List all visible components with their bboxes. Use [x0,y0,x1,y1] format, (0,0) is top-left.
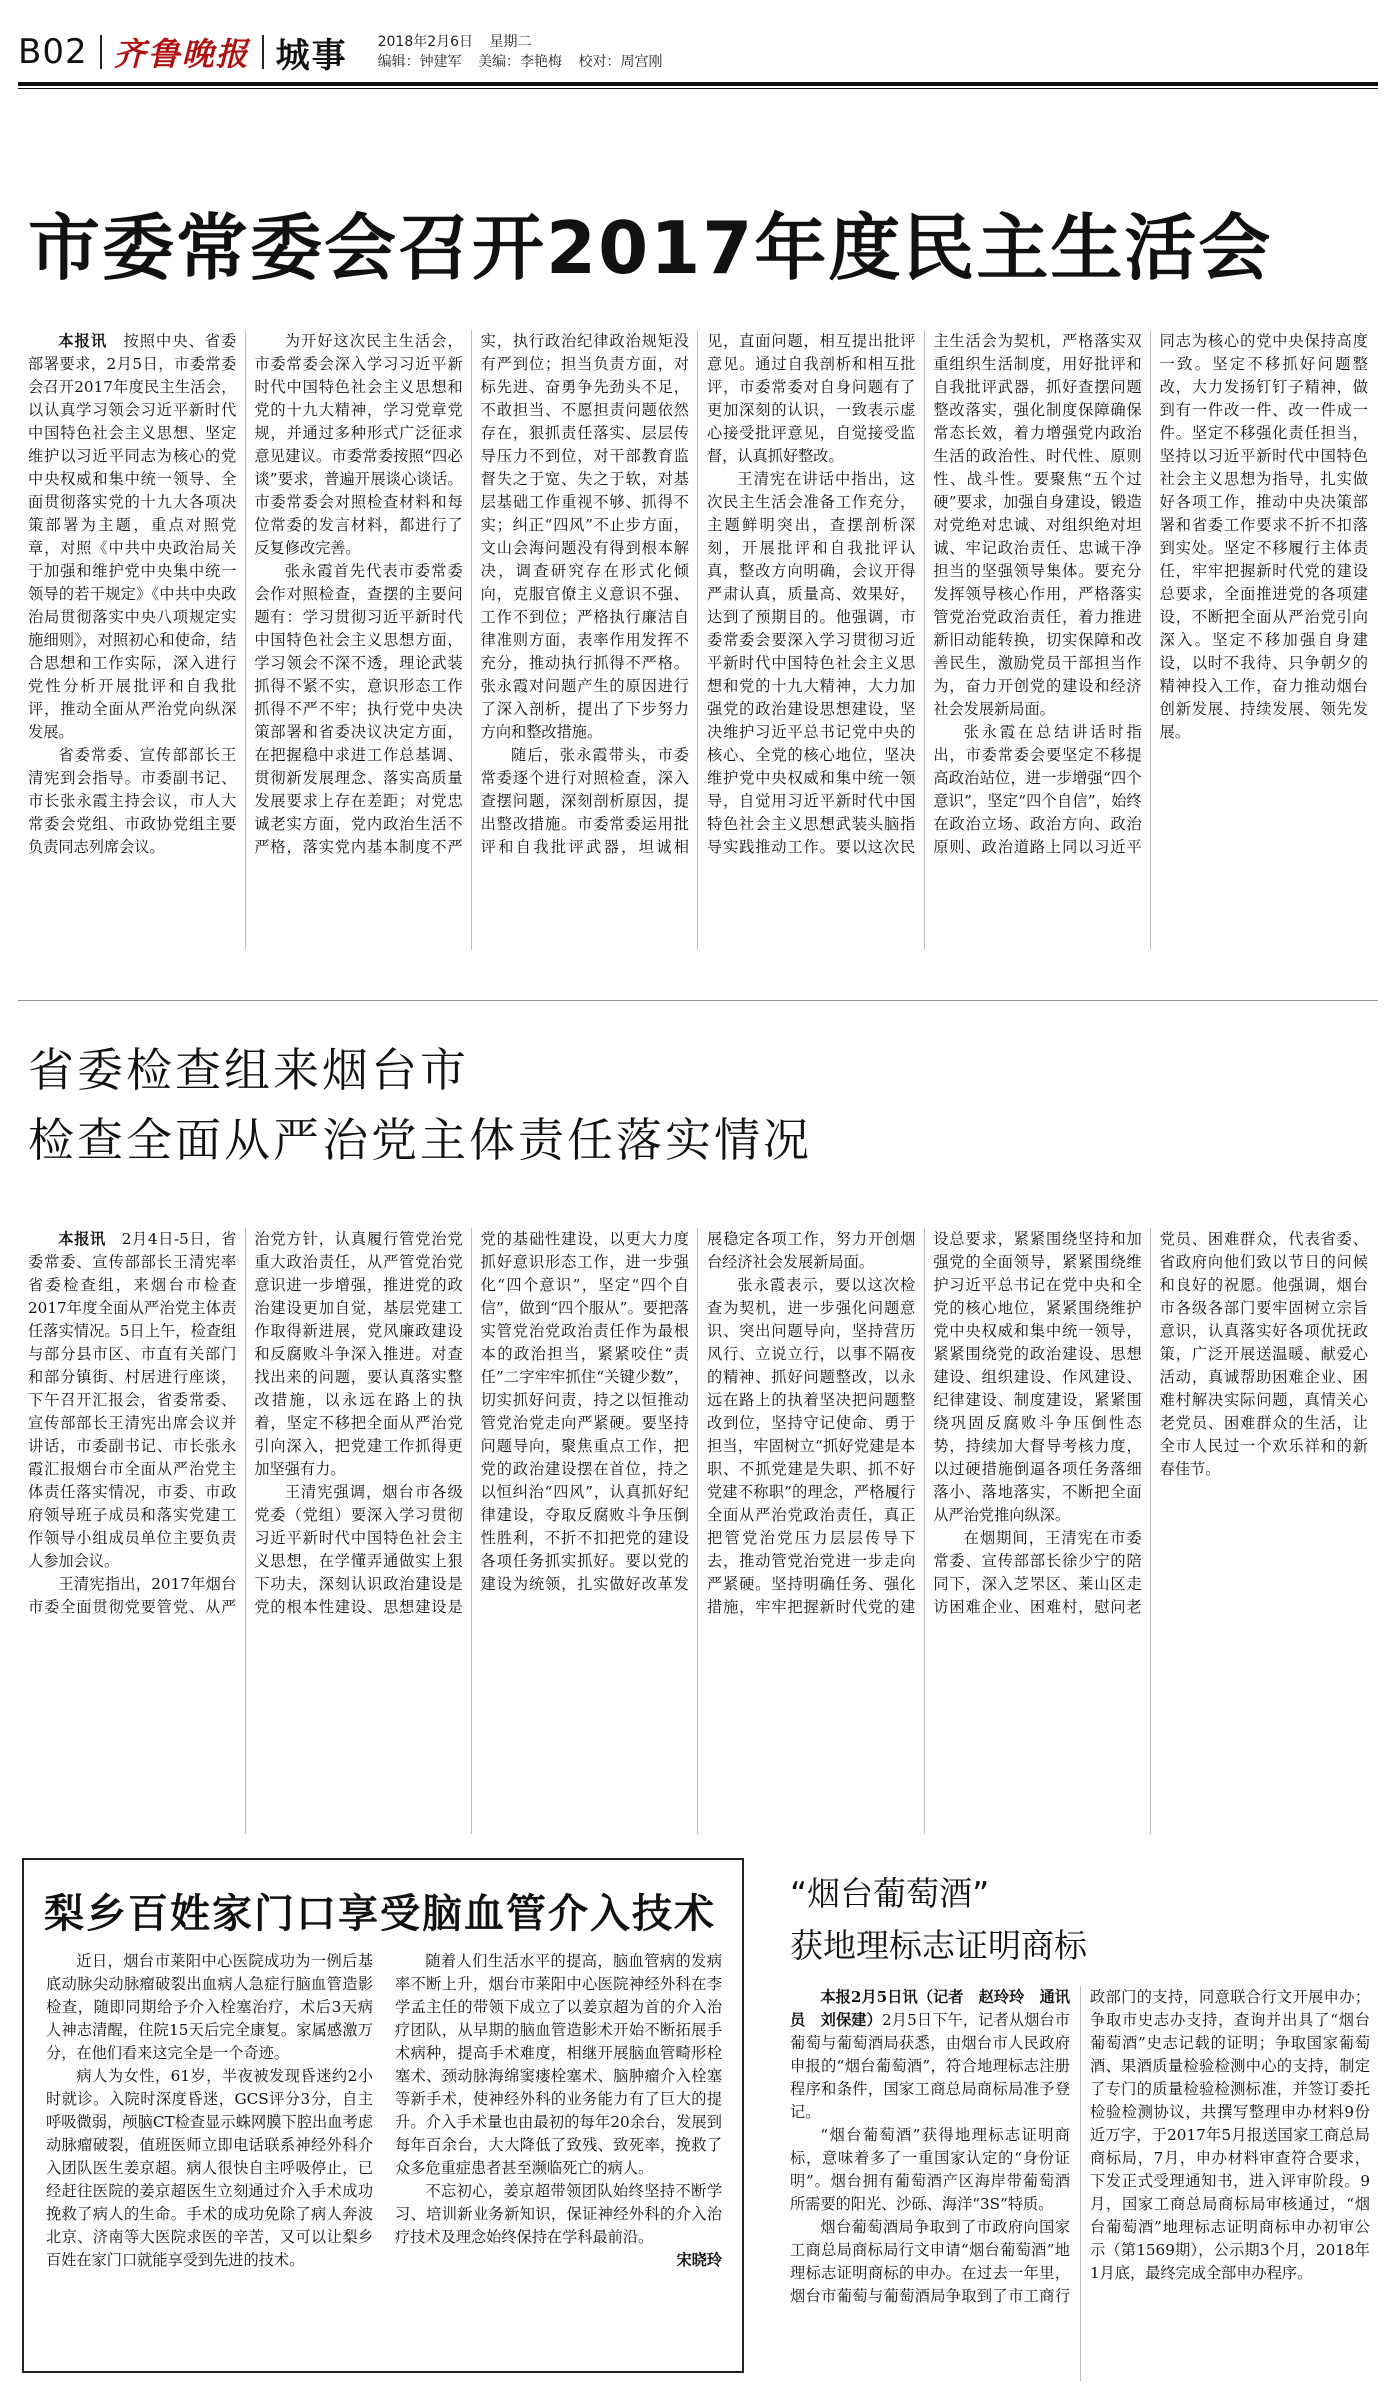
article3-box [22,1858,744,2373]
article4-headline-line2: 获地理标志证明商标 [790,1926,1087,1965]
header-divider [100,35,102,69]
article4-lead: 本报2月5日讯（记者 赵玲玲 通讯员 刘保建） [790,1988,1070,2029]
article1-paragraph: 省委常委、宣传部部长王清宪到会指导。市委副书记、市长张永霞主持会议，市人大常委会党组、市政协党组主要负责同志列席会议。 [28,746,237,856]
article2-paragraph: 本报讯 2月4日-5日，省委常委、宣传部部长王清宪率省委检查组，来烟台市检查2017年度全面从严治党主体责任落实情况。5日上午，检查组与部分县市区、市直有关部门和部分镇街、村居进行座谈，下午召开汇报会，省委常委、宣传部部长王清宪出席会议并讲话，市委副书记、市长张永霞汇报烟台市全面从严治党主体责任落实情况，市委、市政府领导班子成员和落实党建工作领导小组成员单位主要负责人参加会议。 [28,1230,237,1570]
article1-paragraph: 随后，张永霞带头，市委常委逐个进行对照检查，深入查摆问题，深刻剖析原因，提出整改措施。市委常委运用批评和自我批评武器，坦诚相见，直面问题，相互提出批评意见。通过自我剖析和相互批评，市委常委对自身问题有了更加深刻的认识，一致表示虚心接受批评意见，自觉接受监督，认真抓好整改。 [480,332,916,856]
article2-headline-line2: 检查全面从严治党主体责任落实情况 [28,1113,812,1167]
article1-paragraph: 张永霞在总结讲话时指出，市委常委会要坚定不移提高政治站位，进一步增强“四个意识”，坚定“四个自信”，始终在政治立场、政治方向、政治原则、政治道路上同以习近平同志为核心的党中央保持高度一致。坚定不移抓好问题整改，大力发扬钉钉子精神，做到有一件改一件、改一件成一件。坚定不移强化责任担当，坚持以习近平新时代中国特色社会主义思想为指导，扎实做好各项工作，推动中央决策部署和省委工作要求不折不扣落到实处。坚定不移履行主体责任，牢牢把握新时代党的建设总要求，全面推进党的各项建设，不断把全面从严治党引向深入。坚定不移加强自身建设，以时不我待、只争朝夕的精神投入工作，奋力推动烟台创新发展、持续发展、领先发展。 [933,332,1368,856]
article2-headline [28,1035,812,1175]
header-rule [18,82,1378,86]
article3-paragraph: 不忘初心，姜京超带领团队始终坚持不断学习、培训新业务新知识，保证神经外科的介入治疗技术及理念始终保持在学科最前沿。 [395,2182,722,2246]
header-rule-thin [18,88,1378,89]
article1-paragraph: 王清宪在讲话中指出，这次民主生活会准备工作充分，主题鲜明突出，查摆剖析深刻，开展批评和自我批评认真，整改方向明确，会议开得严肃认真，质量高、效果好，达到了预期目的。他强调，市委常委会要深入学习贯彻习近平新时代中国特色社会主义思想和党的十九大精神，大力加强党的政治建设思想建设，坚决维护习近平总书记党中央的核心、全党的核心地位，坚决维护党中央权威和集中统一领导，自觉用习近平新时代中国特色社会主义思想武装头脑指导实践推动工作。要以这次民主生活会为契机，严格落实双重组织生活制度，用好批评和自我批评武器，抓好查摆问题整改落实，强化制度保障确保常态长效，着力增强党内政治生活的政治性、时代性、原则性、战斗性。要聚焦“五个过硬”要求，加强自身建设，锻造对党绝对忠诚、对组织绝对坦诚、牢记政治责任、忠诚干净担当的坚强领导集体。要充分发挥领导核心作用，严格落实管党治党政治责任，着力推进新旧动能转换，切实保障和改善民生，激励党员干部担当作为，奋力开创党的建设和经济社会发展新局面。 [706,332,1142,856]
article2-headline-line1: 省委检查组来烟台市 [28,1043,469,1097]
article2-paragraph: 王清宪强调，烟台市各级党委（党组）要深入学习贯彻习近平新时代中国特色社会主义思想，在学懂弄通做实上狠下功夫，深刻认识政治建设是党的根本性建设、思想建设是党的基础性建设，以更大力度抓好意识形态工作，进一步强化“四个意识”，坚定“四个自信”，做到“四个服从”。要把落实管党治党政治责任作为最根本的政治担当，紧紧咬住“责任”二字牢牢抓住“关键少数”，切实抓好问责，持之以恒推动管党治党走向严紧硬。要坚持问题导向，聚焦重点工作，把党的政治建设摆在首位，持之以恒纠治“四风”，认真抓好纪律建设，夺取反腐败斗争压倒性胜利，不折不扣把党的建设各项任务抓实抓好。要以党的建设为统领，扎实做好改革发展稳定各项工作，努力开创烟台经济社会发展新局面。 [254,1230,916,1616]
article4-paragraph: “烟台葡萄酒”获得地理标志证明商标，意味着多了一重国家认定的“身份证明”。烟台拥有葡萄酒产区海岸带葡萄酒所需要的阳光、沙砾、海洋“3S”特质。 [790,2126,1070,2213]
editor-credit: 编辑：钟建军 [377,54,462,70]
article3-byline: 宋晓玲 [676,2251,722,2269]
section-name: 城事 [275,35,348,76]
article1-paragraph: 为开好这次民主生活会，市委常委会深入学习习近平新时代中国特色社会主义思想和党的十九大精神，学习党章党规，并通过多种形式广泛征求意见建议。市委常委按照“四必谈”要求，普遍开展谈心谈话。市委常委会对照检查材料和每位常委的发言材料，都进行了反复修改完善。 [254,332,463,557]
article2-paragraph: 在烟期间，王清宪在市委常委、宣传部部长徐少宁的陪同下，深入芝罘区、莱山区走访困难企业、困难村，慰问老党员、困难群众，代表省委、省政府向他们致以节日的问候和良好的祝愿。他强调，烟台市各级各部门要牢固树立宗旨意识，认真落实好各项优抚政策，广泛开展送温暖、献爱心活动，真诚帮助困难企业、困难村解决实际问题，真情关心老党员、困难群众的生活，让全市人民过一个欢乐祥和的新春佳节。 [933,1230,1368,1616]
article1-paragraph: 张永霞首先代表市委常委会作对照检查，查摆的主要问题有：学习贯彻习近平新时代中国特色社会主义思想方面，学习领会不深不透，理论武装抓得不紧不实，意识形态工作抓得不严不牢；执行党中央决策部署和省委决议决定方面，在把握稳中求进工作总基调、贯彻新发展理念、落实高质量发展要求上存在差距；对党忠诚老实方面，党内政治生活不严格，落实党内基本制度不严实，执行政治纪律政治规矩没有严到位；担当负责方面，对标先进、奋勇争先劲头不足，不敢担当、不愿担责问题依然存在，狠抓责任落实、层层传导压力不到位，对干部教育监督失之于宽、失之于软，对基层基础工作重视不够、抓得不实；纠正“四风”不止步方面，文山会海问题没有得到根本解决，调查研究存在形式化倾向，克服官僚主义意识不强、工作不到位；严格执行廉洁自律准则方面，表率作用发挥不充分，推动执行抓得不严格。张永霞对问题产生的原因进行了深入剖析，提出了下步努力方向和整改措施。 [254,332,689,856]
article3-headline: 梨乡百姓家门口享受脑血管介入技术 [44,1891,716,1937]
newspaper-logo: 齐鲁晚报 [113,35,250,73]
page-number: B02 [18,32,88,72]
article3-body [46,1950,722,2350]
article3-paragraph: 近日，烟台市莱阳中心医院成功为一例后基底动脉尖动脉瘤破裂出血病人急症行脑血管造影检查，随即同期给予介入栓塞治疗，术后3天病人神志清醒，住院15天后完全康复。家属感激万分，在他们看来这完全是一个奇迹。 [46,1952,373,2062]
article4-paragraph: 烟台葡萄酒局争取到了市政府向国家工商总局商标局行文申请“烟台葡萄酒”地理标志证明商标的申办。在过去一年里，烟台市葡萄与葡萄酒局争取到了市工商行政部门的支持，同意联合行文开展申办；争取市史志办支持，查询并出具了“烟台葡萄酒”史志记载的证明；争取国家葡萄酒、果酒质量检验检测中心的支持，制定了专门的质量检验检测标准，并签订委托检验检测协议，共撰写整理申办材料9份近万字，于2017年5月报送国家工商总局商标局，7月，申办材料审查符合要求，下发正式受理通知书，进入评审阶段。9月，国家工商总局商标局审核通过，“烟台葡萄酒”地理标志证明商标申办初审公示（第1569期），公示期3个月，2018年1月底，最终完成全部申办程序。 [790,1988,1370,2305]
art-credit: 美编：李艳梅 [478,54,563,70]
article1-paragraph: 本报讯 按照中央、省委部署要求，2月5日，市委常委会召开2017年度民主生活会，以认真学习领会习近平新时代中国特色社会主义思想、坚定维护以习近平同志为核心的党中央权威和集中统一领导、全面贯彻落实党的十九大各项决策部署为主题，重点对照党章，对照《中共中央政治局关于加强和维护党中央集中统一领导的若干规定》《中共中央政治局贯彻落实中央八项规定实施细则》，对照初心和使命，结合思想和工作实际，深入进行党性分析开展批评和自我批评，推动全面从严治党向纵深发展。 [28,332,237,741]
article2-paragraph: 王清宪指出，2017年烟台市委全面贯彻党要管党、从严治党方针，认真履行管党治党重大政治责任，从严管党治党意识进一步增强，推进党的政治建设更加自觉，基层党建工作取得新进展，党风廉政建设和反腐败斗争深入推进。对查找出来的问题，要认真落实整改措施，以永远在路上的执着，坚定不移把全面从严治党引向深入，把党建工作抓得更加坚强有力。 [28,1230,463,1616]
article2-body [28,1228,1368,1834]
article2-lead: 本报讯 [58,1230,106,1248]
article3-paragraph: 随着人们生活水平的提高，脑血管病的发病率不断上升，烟台市莱阳中心医院神经外科在李学孟主任的带领下成立了以姜京超为首的介入治疗团队，从早期的脑血管造影术开始不断拓展手术病种，提高手术难度，相继开展脑血管畸形栓塞术、颈动脉海绵窦瘘栓塞术、脑肿瘤介入栓塞等新手术，使神经外科的业务能力有了巨大的提升。介入手术量也由最初的每年20余台，发展到每年百余台，大大降低了致残、致死率，挽救了众多危重症患者甚至濒临死亡的病人。 [395,1952,722,2177]
article4-body [790,1986,1370,2381]
header-divider [262,35,264,69]
issue-weekday: 星期二 [489,34,532,50]
article4-paragraph: 本报2月5日讯（记者 赵玲玲 通讯员 刘保建）2月5日下午，记者从烟台市葡萄与葡萄酒局获悉，由烟台市人民政府申报的“烟台葡萄酒”，符合地理标志注册程序和条件，国家工商总局商标局准予登记。 [790,1988,1070,2121]
proof-credit: 校对：周宫刚 [578,54,663,70]
issue-date: 2018年2月6日 [377,34,474,50]
article1-lead: 本报讯 [58,332,108,350]
page-header [18,30,1378,74]
article4-headline [790,1868,1087,1972]
section-divider [18,1000,1378,1001]
article3-paragraph: 病人为女性，61岁，半夜被发现昏迷约2小时就诊。入院时深度昏迷，GCS评分3分，自主呼吸微弱，颅脑CT检查显示蛛网膜下腔出血考虑动脉瘤破裂，值班医师立即电话联系神经外科介入团队医生姜京超。病人很快自主呼吸停止，已经赶往医院的姜京超医生立刻通过介入手术成功挽救了病人的生命。手术的成功免除了病人奔波北京、济南等大医院求医的辛苦，又可以让梨乡百姓在家门口就能享受到先进的技术。 [46,2067,373,2269]
article4-headline-line1: “烟台葡萄酒” [790,1874,990,1913]
article1-headline: 市委常委会召开2017年度民主生活会 [28,206,1273,290]
header-meta [378,32,675,72]
article2-paragraph: 张永霞表示，要以这次检查为契机，进一步强化问题意识、突出问题导向，坚持营历风行、立说立行，以事不隔夜的精神、抓好问题整改，以永远在路上的执着坚决把问题整改到位，坚持守记使命、勇于担当，牢固树立“抓好党建是本职、不抓党建是失职、抓不好党建不称职”的理念，严格履行全面从严治党政治责任，真正把管党治党压力层层传导下去，推动管党治党进一步走向严紧硬。坚持明确任务、强化措施，牢牢把握新时代党的建设总要求，紧紧围绕坚持和加强党的全面领导，紧紧围绕维护习近平总书记在党中央和全党的核心地位，紧紧围绕维护党中央权威和集中统一领导，紧紧围绕党的政治建设、思想建设、组织建设、作风建设、纪律建设、制度建设，紧紧围绕巩固反腐败斗争压倒性态势，持续加大督导考核力度，以过硬措施倒逼各项任务落细落小、落地落实，不断把全面从严治党推向纵深。 [706,1230,1142,1616]
article1-body [28,330,1368,950]
